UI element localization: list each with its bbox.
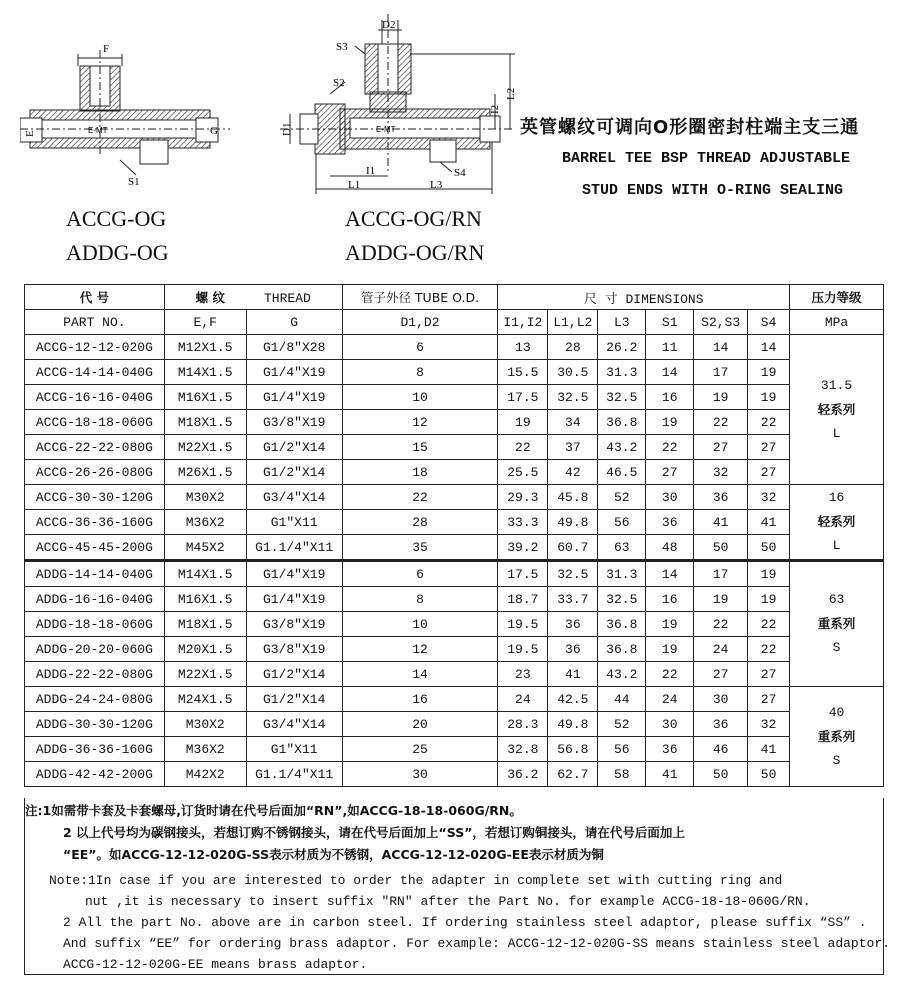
cell-l3: 46.5 xyxy=(598,460,646,485)
cell-s4: 19 xyxy=(748,561,790,587)
table-row xyxy=(25,762,884,787)
pressure-code: L xyxy=(832,425,841,441)
cell-s2s3: 14 xyxy=(694,335,748,360)
cell-i1i2: 39.2 xyxy=(498,535,548,561)
cell-i1i2: 36.2 xyxy=(498,762,548,787)
cell-s1: 30 xyxy=(646,712,694,737)
label-e: E xyxy=(24,130,36,137)
note-zh-3: “EE”。如ACCG-12-12-020G-SS表示材质为不锈钢，ACCG-12-12-020G-EE表示材质为铜 xyxy=(63,847,604,862)
cell-l3: 63 xyxy=(598,535,646,561)
cell-d1d2: 25 xyxy=(342,737,498,762)
pressure-series: 轻系列 xyxy=(817,514,856,529)
cell-l1l2: 32.5 xyxy=(548,385,598,410)
part-name-left-2: ADDG-OG xyxy=(66,240,169,265)
header-s4: S4 xyxy=(748,310,790,335)
label-s4: S4 xyxy=(454,167,466,179)
cell-s2s3: 17 xyxy=(694,561,748,587)
cell-i1i2: 19 xyxy=(498,410,548,435)
table-row xyxy=(25,335,884,360)
cell-s2s3: 24 xyxy=(694,637,748,662)
pressure-group xyxy=(790,687,884,787)
pressure-series: 重系列 xyxy=(817,728,856,744)
cell-i1i2: 24 xyxy=(498,687,548,712)
note-en-2: nut ,it is necessary to insert suffix ″RN″ after the Part No. for example ACCG-18-18-060G/RN. xyxy=(85,894,811,909)
cell-g: G3/8″X19 xyxy=(246,410,342,435)
cell-s1: 14 xyxy=(646,360,694,385)
note-zh-1: 注:1如需带卡套及卡套螺母,订货时请在代号后面加“RN”,如ACCG-18-18-060G/RN。 xyxy=(25,803,522,818)
cell-s4: 27 xyxy=(748,460,790,485)
cell-part-no: ADDG-14-14-040G xyxy=(25,561,165,587)
cell-s4: 22 xyxy=(748,612,790,637)
cell-s2s3: 19 xyxy=(694,385,748,410)
cell-d1d2: 15 xyxy=(342,435,498,460)
cell-s1: 27 xyxy=(646,460,694,485)
note-en-4: And suffix “EE” for ordering brass adaptor. For example: ACCG-12-12-020G-SS means stainless steel adaptor. xyxy=(63,936,890,951)
table-row xyxy=(25,687,884,712)
cell-s1: 24 xyxy=(646,687,694,712)
cell-ef: M22X1.5 xyxy=(164,435,246,460)
cell-d1d2: 6 xyxy=(342,335,498,360)
cell-l3: 36.8 xyxy=(598,410,646,435)
cell-g: G1″X11 xyxy=(246,737,342,762)
header-thread-en: THREAD xyxy=(263,291,311,306)
cell-ef: M26X1.5 xyxy=(164,460,246,485)
cell-g: G1/8″X28 xyxy=(246,335,342,360)
table-row xyxy=(25,485,884,510)
cell-l1l2: 60.7 xyxy=(548,535,598,561)
cell-ef: M22X1.5 xyxy=(164,662,246,687)
cell-d1d2: 14 xyxy=(342,662,498,687)
cell-s1: 30 xyxy=(646,485,694,510)
cell-s4: 19 xyxy=(748,360,790,385)
table-row xyxy=(25,737,884,762)
label-f: F xyxy=(103,43,110,55)
cell-ef: M12X1.5 xyxy=(164,335,246,360)
cell-s4: 41 xyxy=(748,737,790,762)
cell-ef: M24X1.5 xyxy=(164,687,246,712)
cell-g: G1/2″X14 xyxy=(246,687,342,712)
label-g: G xyxy=(210,125,218,137)
label-i1: I1 xyxy=(366,165,376,177)
cell-i1i2: 32.8 xyxy=(498,737,548,762)
cell-l3: 26.2 xyxy=(598,335,646,360)
cell-d1d2: 12 xyxy=(342,410,498,435)
cell-s4: 14 xyxy=(748,335,790,360)
label-d2: D2 xyxy=(382,19,396,31)
label-s2: S2 xyxy=(333,77,345,89)
cell-s4: 27 xyxy=(748,662,790,687)
table-row xyxy=(25,612,884,637)
cell-i1i2: 22 xyxy=(498,435,548,460)
header-thread xyxy=(164,285,342,310)
header-mpa: MPa xyxy=(790,310,884,335)
cell-l1l2: 37 xyxy=(548,435,598,460)
cell-s1: 36 xyxy=(646,510,694,535)
cell-d1d2: 10 xyxy=(342,385,498,410)
cell-g: G3/8″X19 xyxy=(246,612,342,637)
cell-part-no: ACCG-30-30-120G xyxy=(25,485,165,510)
cell-part-no: ACCG-22-22-080G xyxy=(25,435,165,460)
cell-s1: 11 xyxy=(646,335,694,360)
cell-ef: M30X2 xyxy=(164,485,246,510)
cell-part-no: ADDG-24-24-080G xyxy=(25,687,165,712)
cell-ef: M14X1.5 xyxy=(164,561,246,587)
cell-part-no: ADDG-18-18-060G xyxy=(25,612,165,637)
cell-l3: 56 xyxy=(598,510,646,535)
table-row xyxy=(25,510,884,535)
cell-d1d2: 30 xyxy=(342,762,498,787)
cell-l3: 43.2 xyxy=(598,662,646,687)
pressure-group xyxy=(790,561,884,687)
cell-s2s3: 46 xyxy=(694,737,748,762)
pressure-group xyxy=(790,335,884,485)
cell-i1i2: 18.7 xyxy=(498,587,548,612)
cell-l1l2: 34 xyxy=(548,410,598,435)
cell-l3: 32.5 xyxy=(598,385,646,410)
tee-drawing-left xyxy=(20,40,230,190)
cell-s4: 27 xyxy=(748,435,790,460)
cell-g: G1.1/4″X11 xyxy=(246,535,342,561)
header-part-no: PART NO. xyxy=(25,310,165,335)
title-english-1: BARREL TEE BSP THREAD ADJUSTABLE xyxy=(562,150,851,167)
cell-s1: 19 xyxy=(646,410,694,435)
cell-l3: 36.8 xyxy=(598,637,646,662)
cell-part-no: ACCG-12-12-020G xyxy=(25,335,165,360)
cell-s1: 22 xyxy=(646,662,694,687)
header-thread-zh: 螺 纹 xyxy=(195,290,225,305)
pressure-series: 重系列 xyxy=(817,616,856,631)
cell-part-no: ACCG-45-45-200G xyxy=(25,535,165,561)
note-en-1: Note:1In case if you are interested to order the adapter in complete set with cutting ring and xyxy=(49,873,783,888)
tee-drawing-right xyxy=(270,14,520,199)
note-en-3: 2 All the part No. above are in carbon steel. If ordering stainless steel adaptor, please suffix “SS” . xyxy=(63,915,867,930)
table-row xyxy=(25,460,884,485)
cell-l3: 31.3 xyxy=(598,561,646,587)
note-zh-2: 2 以上代号均为碳钢接头，若想订购不锈钢接头，请在代号后面加上“SS”，若想订购铜接头，请在代号后面加上 xyxy=(63,825,685,840)
header-code: 代 号 xyxy=(25,285,165,310)
cell-l1l2: 62.7 xyxy=(548,762,598,787)
label-s1: S1 xyxy=(128,176,140,188)
cell-ef: M16X1.5 xyxy=(164,385,246,410)
dimension-table xyxy=(24,284,884,787)
cell-g: G1/2″X14 xyxy=(246,460,342,485)
cell-g: G1/4″X19 xyxy=(246,587,342,612)
cell-l3: 56 xyxy=(598,737,646,762)
cell-d1d2: 18 xyxy=(342,460,498,485)
cell-s4: 27 xyxy=(748,687,790,712)
cell-part-no: ACCG-18-18-060G xyxy=(25,410,165,435)
cell-ef: M30X2 xyxy=(164,712,246,737)
cell-d1d2: 6 xyxy=(342,561,498,587)
cell-i1i2: 19.5 xyxy=(498,637,548,662)
note-en-5: ACCG-12-12-020G-EE means brass adaptor. xyxy=(63,957,368,972)
cell-part-no: ADDG-42-42-200G xyxy=(25,762,165,787)
cell-i1i2: 13 xyxy=(498,335,548,360)
cell-s1: 14 xyxy=(646,561,694,587)
cell-i1i2: 29.3 xyxy=(498,485,548,510)
cell-g: G1/4″X19 xyxy=(246,561,342,587)
cell-d1d2: 22 xyxy=(342,485,498,510)
cell-s4: 22 xyxy=(748,410,790,435)
label-l2: L2 xyxy=(505,87,517,100)
cell-g: G1.1/4″X11 xyxy=(246,762,342,787)
cell-s1: 48 xyxy=(646,535,694,561)
cell-s2s3: 19 xyxy=(694,587,748,612)
table-row xyxy=(25,561,884,587)
cell-s2s3: 27 xyxy=(694,662,748,687)
label-l1: L1 xyxy=(348,179,361,191)
cell-s4: 41 xyxy=(748,510,790,535)
cell-s4: 50 xyxy=(748,762,790,787)
table-row xyxy=(25,637,884,662)
cell-l3: 36.8 xyxy=(598,612,646,637)
cell-d1d2: 8 xyxy=(342,360,498,385)
pressure-mpa: 16 xyxy=(828,490,845,505)
cell-l3: 52 xyxy=(598,485,646,510)
label-s3: S3 xyxy=(336,41,348,53)
cell-ef: M18X1.5 xyxy=(164,612,246,637)
part-name-left-1: ACCG-OG xyxy=(66,206,167,231)
table-row xyxy=(25,587,884,612)
cell-l1l2: 42 xyxy=(548,460,598,485)
pressure-group xyxy=(790,485,884,561)
cell-i1i2: 17.5 xyxy=(498,561,548,587)
cell-ef: M45X2 xyxy=(164,535,246,561)
header-ef: E,F xyxy=(164,310,246,335)
cell-g: G1/2″X14 xyxy=(246,662,342,687)
cell-l1l2: 28 xyxy=(548,335,598,360)
label-i2: I2 xyxy=(489,104,501,114)
cell-s4: 19 xyxy=(748,385,790,410)
table-row xyxy=(25,535,884,561)
cell-l3: 43.2 xyxy=(598,435,646,460)
pressure-mpa: 63 xyxy=(828,592,845,607)
cell-s4: 50 xyxy=(748,535,790,561)
cell-s1: 22 xyxy=(646,435,694,460)
table-row xyxy=(25,385,884,410)
header-s2s3: S2,S3 xyxy=(694,310,748,335)
cell-i1i2: 28.3 xyxy=(498,712,548,737)
table-row xyxy=(25,435,884,460)
cell-i1i2: 23 xyxy=(498,662,548,687)
table-row xyxy=(25,712,884,737)
cell-d1d2: 16 xyxy=(342,687,498,712)
cell-part-no: ADDG-16-16-040G xyxy=(25,587,165,612)
cell-s2s3: 32 xyxy=(694,460,748,485)
pressure-series: 轻系列 xyxy=(817,401,856,417)
cell-s1: 36 xyxy=(646,737,694,762)
cell-l1l2: 33.7 xyxy=(548,587,598,612)
table-row xyxy=(25,410,884,435)
cell-s1: 41 xyxy=(646,762,694,787)
cell-part-no: ADDG-20-20-060G xyxy=(25,637,165,662)
header-pressure: 压力等级 xyxy=(790,285,884,310)
cell-l1l2: 30.5 xyxy=(548,360,598,385)
cell-s1: 19 xyxy=(646,637,694,662)
header-dimensions: 尺 寸 DIMENSIONS xyxy=(498,285,790,310)
cell-g: G3/4″X14 xyxy=(246,485,342,510)
header-g: G xyxy=(246,310,342,335)
cell-l3: 58 xyxy=(598,762,646,787)
cell-s1: 16 xyxy=(646,385,694,410)
pressure-mpa: 40 xyxy=(828,704,845,720)
pressure-mpa: 31.5 xyxy=(820,377,853,393)
cell-l1l2: 49.8 xyxy=(548,510,598,535)
table-row xyxy=(25,360,884,385)
part-name-right-2: ADDG-OG/RN xyxy=(345,240,485,265)
cell-s2s3: 36 xyxy=(694,485,748,510)
cell-l3: 32.5 xyxy=(598,587,646,612)
cell-d1d2: 35 xyxy=(342,535,498,561)
cell-ef: M36X2 xyxy=(164,737,246,762)
cell-s2s3: 17 xyxy=(694,360,748,385)
cell-l1l2: 42.5 xyxy=(548,687,598,712)
cell-s2s3: 36 xyxy=(694,712,748,737)
notes-box xyxy=(24,798,890,975)
cell-s4: 19 xyxy=(748,587,790,612)
cell-ef: M14X1.5 xyxy=(164,360,246,385)
cell-s2s3: 22 xyxy=(694,410,748,435)
label-d1: D1 xyxy=(281,122,293,136)
cell-i1i2: 19.5 xyxy=(498,612,548,637)
cell-d1d2: 20 xyxy=(342,712,498,737)
cell-s2s3: 50 xyxy=(694,762,748,787)
part-name-right-1: ACCG-OG/RN xyxy=(345,206,482,231)
cell-l1l2: 36 xyxy=(548,612,598,637)
cell-part-no: ADDG-22-22-080G xyxy=(25,662,165,687)
header-d1d2: D1,D2 xyxy=(342,310,498,335)
cell-i1i2: 15.5 xyxy=(498,360,548,385)
cell-ef: M36X2 xyxy=(164,510,246,535)
cell-l3: 44 xyxy=(598,687,646,712)
cell-s2s3: 22 xyxy=(694,612,748,637)
cell-part-no: ACCG-14-14-040G xyxy=(25,360,165,385)
cell-ef: M42X2 xyxy=(164,762,246,787)
cell-part-no: ACCG-36-36-160G xyxy=(25,510,165,535)
cell-s2s3: 41 xyxy=(694,510,748,535)
cell-part-no: ACCG-16-16-040G xyxy=(25,385,165,410)
cell-l1l2: 41 xyxy=(548,662,598,687)
cell-s1: 19 xyxy=(646,612,694,637)
brand-mark: E-MT xyxy=(376,125,396,134)
cell-l1l2: 36 xyxy=(548,637,598,662)
cell-d1d2: 12 xyxy=(342,637,498,662)
cell-g: G3/4″X14 xyxy=(246,712,342,737)
label-l3: L3 xyxy=(430,179,443,191)
cell-s4: 22 xyxy=(748,637,790,662)
cell-part-no: ADDG-30-30-120G xyxy=(25,712,165,737)
cell-d1d2: 28 xyxy=(342,510,498,535)
cell-g: G3/8″X19 xyxy=(246,637,342,662)
cell-i1i2: 25.5 xyxy=(498,460,548,485)
cell-s2s3: 30 xyxy=(694,687,748,712)
cell-s1: 16 xyxy=(646,587,694,612)
header-i1i2: I1,I2 xyxy=(498,310,548,335)
title-english-2: STUD ENDS WITH O-RING SEALING xyxy=(582,182,844,199)
title-chinese: 英管螺纹可调向O形圈密封柱端主支三通 xyxy=(520,117,860,138)
cell-l1l2: 56.8 xyxy=(548,737,598,762)
cell-l3: 31.3 xyxy=(598,360,646,385)
cell-s2s3: 27 xyxy=(694,435,748,460)
pressure-code: S xyxy=(832,752,841,768)
brand-mark: E-MT xyxy=(88,126,108,135)
cell-part-no: ACCG-26-26-080G xyxy=(25,460,165,485)
cell-i1i2: 17.5 xyxy=(498,385,548,410)
header-l1l2: L1,L2 xyxy=(548,310,598,335)
cell-ef: M18X1.5 xyxy=(164,410,246,435)
header-tube: 管子外径 TUBE O.D. xyxy=(342,285,498,310)
cell-d1d2: 8 xyxy=(342,587,498,612)
cell-part-no: ADDG-36-36-160G xyxy=(25,737,165,762)
cell-g: G1″X11 xyxy=(246,510,342,535)
cell-d1d2: 10 xyxy=(342,612,498,637)
cell-l1l2: 49.8 xyxy=(548,712,598,737)
cell-g: G1/4″X19 xyxy=(246,385,342,410)
cell-l1l2: 45.8 xyxy=(548,485,598,510)
cell-l1l2: 32.5 xyxy=(548,561,598,587)
header-s1: S1 xyxy=(646,310,694,335)
cell-ef: M20X1.5 xyxy=(164,637,246,662)
cell-s4: 32 xyxy=(748,712,790,737)
table-row xyxy=(25,662,884,687)
cell-ef: M16X1.5 xyxy=(164,587,246,612)
cell-s2s3: 50 xyxy=(694,535,748,561)
pressure-code: L xyxy=(832,538,841,553)
header-l3: L3 xyxy=(598,310,646,335)
cell-g: G1/2″X14 xyxy=(246,435,342,460)
cell-i1i2: 33.3 xyxy=(498,510,548,535)
cell-s4: 32 xyxy=(748,485,790,510)
cell-l3: 52 xyxy=(598,712,646,737)
cell-g: G1/4″X19 xyxy=(246,360,342,385)
pressure-code: S xyxy=(832,640,841,655)
